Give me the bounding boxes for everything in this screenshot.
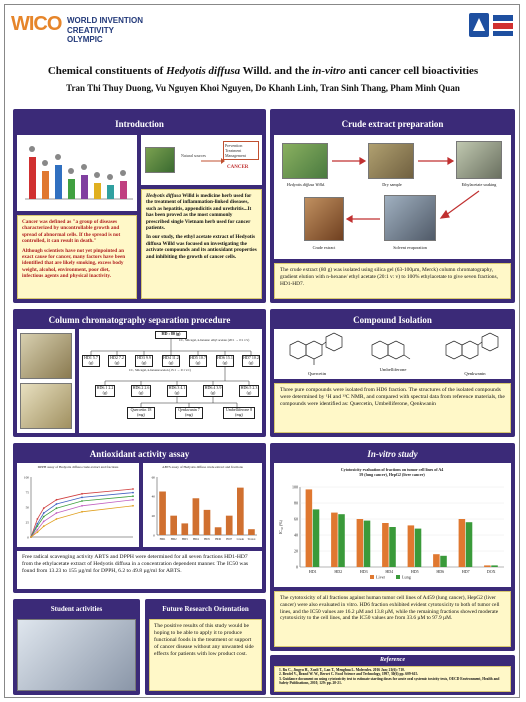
cyto-bar-liver: [408, 525, 415, 567]
cyto-x-tick: HD2: [334, 569, 343, 574]
intro-text4: In our study, the ethyl acetate extract of Hedyotis diffusa Willd was focused on investigating the activate compounds and its antioxidant properties and inhibiting the growth of cancer cells.: [146, 234, 257, 260]
dpph-point: [56, 512, 58, 514]
cyto-bar-liver: [331, 513, 338, 567]
dpph-point: [36, 523, 38, 525]
fraction-6: HD6 15.1 (g): [216, 355, 234, 367]
cyto-x-tick: HD7: [461, 569, 470, 574]
cyto-x-tick: HD3: [359, 569, 368, 574]
root-node: HD : 80 (g): [155, 331, 187, 339]
abts-x-tick: HD5: [204, 537, 210, 541]
dpph-chart-box: [17, 463, 139, 547]
dpph-point: [132, 488, 134, 490]
abts-x-tick: HD7: [226, 537, 233, 541]
dpph-point: [43, 525, 45, 527]
flow-b: Prevention Treatment Management: [223, 141, 259, 160]
wico-logo: [11, 13, 151, 44]
intro-text-left: [17, 215, 137, 299]
cyto-ylabel: IC₅₀ (%): [278, 520, 283, 534]
antioxidant-text: Free radical scavenging activity ABTS and DPPH were determined for all seven fractions HD1-HD7 from the ethylacetate extract of Hedyotis diffusa in a concentration dependent manner. The IC50 was found from 13.23 to 155 µg/ml for DPPH, 6.2 to 49.8 µg/ml for ABTS.: [22, 554, 249, 574]
column-photos: [17, 329, 75, 433]
structures-box: [274, 329, 511, 379]
reference-panel: [270, 655, 515, 695]
cyto-legend-label: Lung: [402, 574, 411, 580]
intro-text3-body: Willd is medicine herb used for the treatment of inflammation-linked diseases, such as hepatitis, appendicitis and urethritis...It has been proved as the most commonly prescribed single Vietnam herb used for cancer patients.: [146, 193, 252, 232]
abts-x-tick: HD2: [170, 537, 177, 541]
dpph-line-chart: [17, 471, 139, 547]
compound-name-1: Quercetin: [307, 371, 327, 376]
cytotoxicity-bar-chart: [274, 463, 511, 587]
abts-bar: [248, 529, 255, 535]
fraction-5: HD5 10.7 (g): [189, 355, 207, 367]
dpph-point: [56, 503, 58, 505]
qenkwanin-structure-icon: [438, 331, 504, 369]
abts-bar-chart: [143, 471, 262, 547]
reference-2: 2. Brodel V., Brand W. W., Berset C. Food Science and Technology, 1997, 30(6) pp. 609-615.: [279, 672, 419, 677]
subfraction-4: HD6.4 3.9 (g): [203, 385, 223, 397]
separation-flowchart: [79, 329, 262, 433]
column-panel: [13, 309, 266, 437]
fraction-7: HD7 10.2 (g): [242, 355, 260, 367]
abts-x-tick: HD1: [159, 537, 166, 541]
cyto-y-tick: 80: [294, 500, 298, 506]
dpph-y-tick: 75: [25, 490, 29, 495]
cyto-bar-liver: [484, 565, 491, 567]
dpph-point: [36, 525, 38, 527]
dpph-point: [36, 518, 38, 520]
antioxidant-title: Antioxidant activity assay: [89, 449, 190, 459]
abts-chart-box: [143, 463, 262, 547]
cyto-y-tick: 40: [294, 532, 298, 538]
intro-title: Introduction: [115, 119, 164, 129]
subfraction-1: HD6.1 2.2 (g): [95, 385, 115, 397]
dpph-point: [132, 495, 134, 497]
invitro-text: The cytotoxicity of all fractions against human tumor cell lines of A459 (lung cancer), HepG2 (liver cancer) were also evaluated in vitro. HD6 fraction exhibited evident cytotoxicity to both of tumor cell lines, and the IC50 values are 16.2 µM and 13.8 µM, while the remaining fractions showed moderate cytotoxicity to the cell lines, and the IC50 values are from 33.6 µM to 97.9 µM.: [280, 595, 500, 622]
cyto-x-tick: HD1: [308, 569, 317, 574]
dpph-y-tick: 25: [25, 520, 29, 525]
fraction-2: HD2 7.2 (g): [108, 355, 126, 367]
title-part3: anti cancer cell bioactivities: [345, 65, 479, 77]
reference-title: Reference: [380, 657, 405, 663]
dpph-point: [81, 511, 83, 513]
dpph-chart-title: DPPH assay of Hedyotis diffusa crude extract and fractions: [37, 465, 119, 469]
crude-text: The crude extract (80 g) was isolated using silica gel (63-100µm, Merck) column chromatography, gradient elution with n-hexane/ ethyl acetate (20:1 v: v) to 100% ethylacetate to give seven fractions, HD1-HD7.: [280, 267, 498, 287]
logo-mark: WICO: [11, 13, 62, 35]
student-photo: [17, 619, 136, 691]
abts-bar: [204, 510, 211, 535]
isolation-text: Three pure compounds were isolated from HD6 fraction. The structures of the isolated compounds were determined by ¹H and ¹³C NMR, and compared with spectral data from reference materials, the compounds were identified as: Quercetin, Umbelliferone, Qenkwanin: [280, 387, 505, 407]
antioxidant-text-box: [17, 551, 262, 589]
intro-text1: Cancer was defined as "a group of diseases characterized by uncontrollable growth and spread of abnormal cells. If the spread is not controlled, it can result in death.": [22, 219, 121, 245]
crude-title: Crude extract preparation: [341, 119, 444, 129]
crude-process: [274, 135, 511, 259]
antioxidant-panel: [13, 443, 266, 593]
cyto-y-tick: 60: [294, 516, 298, 522]
dpph-point: [36, 531, 38, 533]
compound-node-2: Qenkwanin 7 (mg): [175, 407, 203, 419]
cyto-x-tick: DOX: [486, 569, 496, 574]
abts-x-tick: Trolox: [247, 537, 256, 541]
cyto-bar-liver: [433, 554, 440, 567]
future-panel: [145, 599, 266, 695]
dpph-point: [43, 521, 45, 523]
dpph-point: [56, 499, 58, 501]
abts-bar: [193, 498, 200, 535]
compound-name-3: Qenkwanin: [464, 371, 486, 376]
crude-label-1: Dry sample: [382, 182, 402, 187]
logo-line1: WORLD INVENTION: [67, 16, 143, 25]
crude-text-box: [274, 263, 511, 299]
column-photo-1: [20, 333, 72, 379]
dpph-y-tick: 50: [25, 505, 29, 510]
future-text: The positive results of this study would be hoping to be able to apply it to produce functional foods in the treatment or support of cancer disease without any unwanted side effects for patients with low product cost.: [154, 623, 254, 657]
cyto-bar-liver: [306, 489, 313, 567]
dpph-series-line: [31, 496, 133, 537]
cyto-bar-liver: [459, 519, 466, 567]
future-text-box: [149, 619, 262, 691]
isolation-title: Compound Isolation: [353, 315, 432, 325]
abts-x-tick: HD6: [215, 537, 222, 541]
cyto-bar-lung: [491, 565, 498, 567]
intro-bar-chart: [17, 135, 137, 211]
dpph-point: [43, 516, 45, 518]
isolation-panel: [270, 309, 515, 437]
dpph-point: [81, 505, 83, 507]
cyto-bar-lung: [364, 521, 371, 567]
subfraction-2: HD6.2 2.6 (g): [131, 385, 151, 397]
dpph-point: [81, 493, 83, 495]
intro-text2: Although scientists have not yet pinpointed an exact cause for cancer, many factors have been identified that are likely smoking, excess body weight, alcohol, environment, poor diet, infectious agents and physical inactivity.: [22, 247, 126, 280]
column-title: Column chromatography separation procedure: [48, 315, 231, 325]
compound-name-2: Umbelliferone: [379, 367, 407, 372]
cyto-bar-lung: [440, 556, 447, 567]
poster-title: [5, 65, 521, 77]
abts-y-tick: 0: [153, 533, 155, 538]
intro-text-right: [141, 189, 262, 299]
reference-3: 3. Guidance document on using cytotoxicity test to estimate starting doses for acute oral systemic toxicity tests, OECD Environment, Health and Safety Publications, 2010, 129: pp. 20-21.: [279, 676, 500, 686]
abts-y-tick: 40: [151, 494, 155, 499]
cyto-legend-label: Liver: [376, 574, 386, 580]
crude-label-3: Crude extract: [312, 245, 336, 250]
title-invitro: in-vitro: [312, 65, 346, 77]
dpph-point: [36, 529, 38, 531]
cyto-legend-swatch: [370, 575, 374, 579]
abts-x-tick: Crude: [236, 537, 245, 541]
cyto-bar-liver: [357, 519, 364, 567]
fraction-1: HD1 5.7 (g): [82, 355, 100, 367]
abts-y-tick: 20: [151, 513, 155, 518]
crude-label-4: Solvent evaporation: [393, 245, 427, 250]
dpph-y-tick: 0: [27, 535, 29, 540]
abts-x-tick: HD3: [181, 537, 188, 541]
dpph-point: [56, 507, 58, 509]
cyto-x-tick: HD5: [410, 569, 419, 574]
herb-photo: [145, 147, 175, 173]
compound-node-3: Umbelliferone 8 (mg): [223, 407, 255, 419]
crude-label-2: Ethylacetate soaking: [461, 182, 497, 187]
cyto-x-tick: HD4: [385, 569, 394, 574]
flow-a: Natural sources: [181, 153, 206, 158]
dpph-point: [132, 505, 134, 507]
dpph-point: [30, 536, 32, 538]
abts-bar: [170, 516, 177, 535]
cyto-bar-lung: [338, 514, 345, 567]
cyto-y-tick: 20: [294, 548, 298, 554]
dpph-point: [81, 500, 83, 502]
cond2-label: CC, Silicagel, n-hexane:aceton (15:1 → 0:1 v/v): [129, 368, 191, 372]
intro-text3-species: Hedyotis diffusa: [146, 193, 181, 199]
cyto-bar-lung: [389, 527, 396, 567]
poster: [4, 4, 520, 698]
intro-text3: [146, 193, 257, 231]
reference-1: 1. Ru C., Jingyu H., Xuxli T., Lan T., Menghua L. Molecules. 2016 Jan; 21(6): 710.: [279, 668, 405, 672]
crude-label-0: Hedyotis diffusa Willd.: [286, 182, 326, 187]
dpph-point: [132, 499, 134, 501]
cyto-title-2: 59 (lung cancer), HepG2 (liver cancer): [359, 472, 425, 477]
cyto-x-tick: HD6: [436, 569, 445, 574]
invitro-title: In-vitro study: [367, 449, 418, 459]
title-part1: Chemical constituents of: [47, 65, 167, 77]
dpph-point: [43, 507, 45, 509]
compound-node-1: Quercetin 18 (mg): [127, 407, 155, 419]
abts-chart-title: ABTS assay of Hedyotis diffusa crude extract and fractions: [162, 465, 243, 469]
abts-bar: [226, 516, 233, 535]
cyto-title: Cytotoxicity evaluation of fractions on tumor cell lines of A4: [340, 467, 444, 472]
cyto-bar-lung: [415, 529, 422, 567]
subfraction-5: HD6.5 2.3 (g): [239, 385, 259, 397]
university-logo-icon: [469, 13, 515, 39]
abts-bar: [215, 527, 222, 535]
students-panel: [13, 599, 140, 695]
title-part2: Willd. and the: [240, 65, 313, 77]
abts-bar: [237, 488, 244, 535]
cyto-legend-swatch: [396, 575, 400, 579]
cyto-bar-lung: [466, 522, 473, 567]
flow-c: CANCER: [227, 165, 249, 170]
cyto-bar-liver: [382, 523, 389, 567]
dpph-series-line: [31, 506, 133, 537]
cyto-bar-lung: [313, 509, 320, 567]
authors: Tran Thi Thuy Duong, Vu Nguyen Khoi Nguyen, Do Khanh Linh, Tran Sinh Thang, Pham Minh Quan: [66, 83, 460, 93]
reference-box: [274, 666, 511, 692]
umbelliferone-structure-icon: [366, 335, 416, 365]
fraction-3: HD3 9.9 (g): [135, 355, 153, 367]
dpph-y-tick: 100: [23, 475, 29, 480]
intro-panel: [13, 109, 266, 303]
column-photo-2: [20, 383, 72, 429]
dpph-point: [43, 512, 45, 514]
cyto-y-tick: 0: [296, 564, 298, 570]
abts-bar: [159, 492, 166, 536]
invitro-panel: [270, 443, 515, 651]
crude-panel: [270, 109, 515, 303]
title-species: Hedyotis diffusa: [166, 65, 241, 77]
dpph-series-line: [31, 489, 133, 537]
isolation-text-box: [274, 383, 511, 433]
dpph-point: [56, 518, 58, 520]
cyto-y-tick: 100: [292, 484, 298, 490]
cond1-label: CC, Silicagel, n-hexane: ethyl acetate (20:1 → 0:1 v/v): [179, 338, 250, 342]
fraction-4: HD4 11.2 (g): [162, 355, 180, 367]
quercetin-structure-icon: [282, 331, 348, 369]
invitro-text-box: [274, 591, 511, 647]
dpph-point: [132, 492, 134, 494]
cytotoxicity-chart-box: [274, 463, 511, 587]
abts-x-tick: HD4: [192, 537, 199, 541]
logo-line2: CREATIVITY OLYMPIC: [67, 26, 114, 44]
future-title: Future Research Orientation: [162, 605, 249, 613]
abts-y-tick: 60: [151, 475, 155, 480]
intro-flow-diagram: [141, 135, 262, 185]
dpph-point: [81, 497, 83, 499]
subfraction-3: HD6.3 4.1 (g): [167, 385, 187, 397]
students-title: Student activities: [50, 605, 103, 613]
abts-bar: [181, 523, 188, 535]
